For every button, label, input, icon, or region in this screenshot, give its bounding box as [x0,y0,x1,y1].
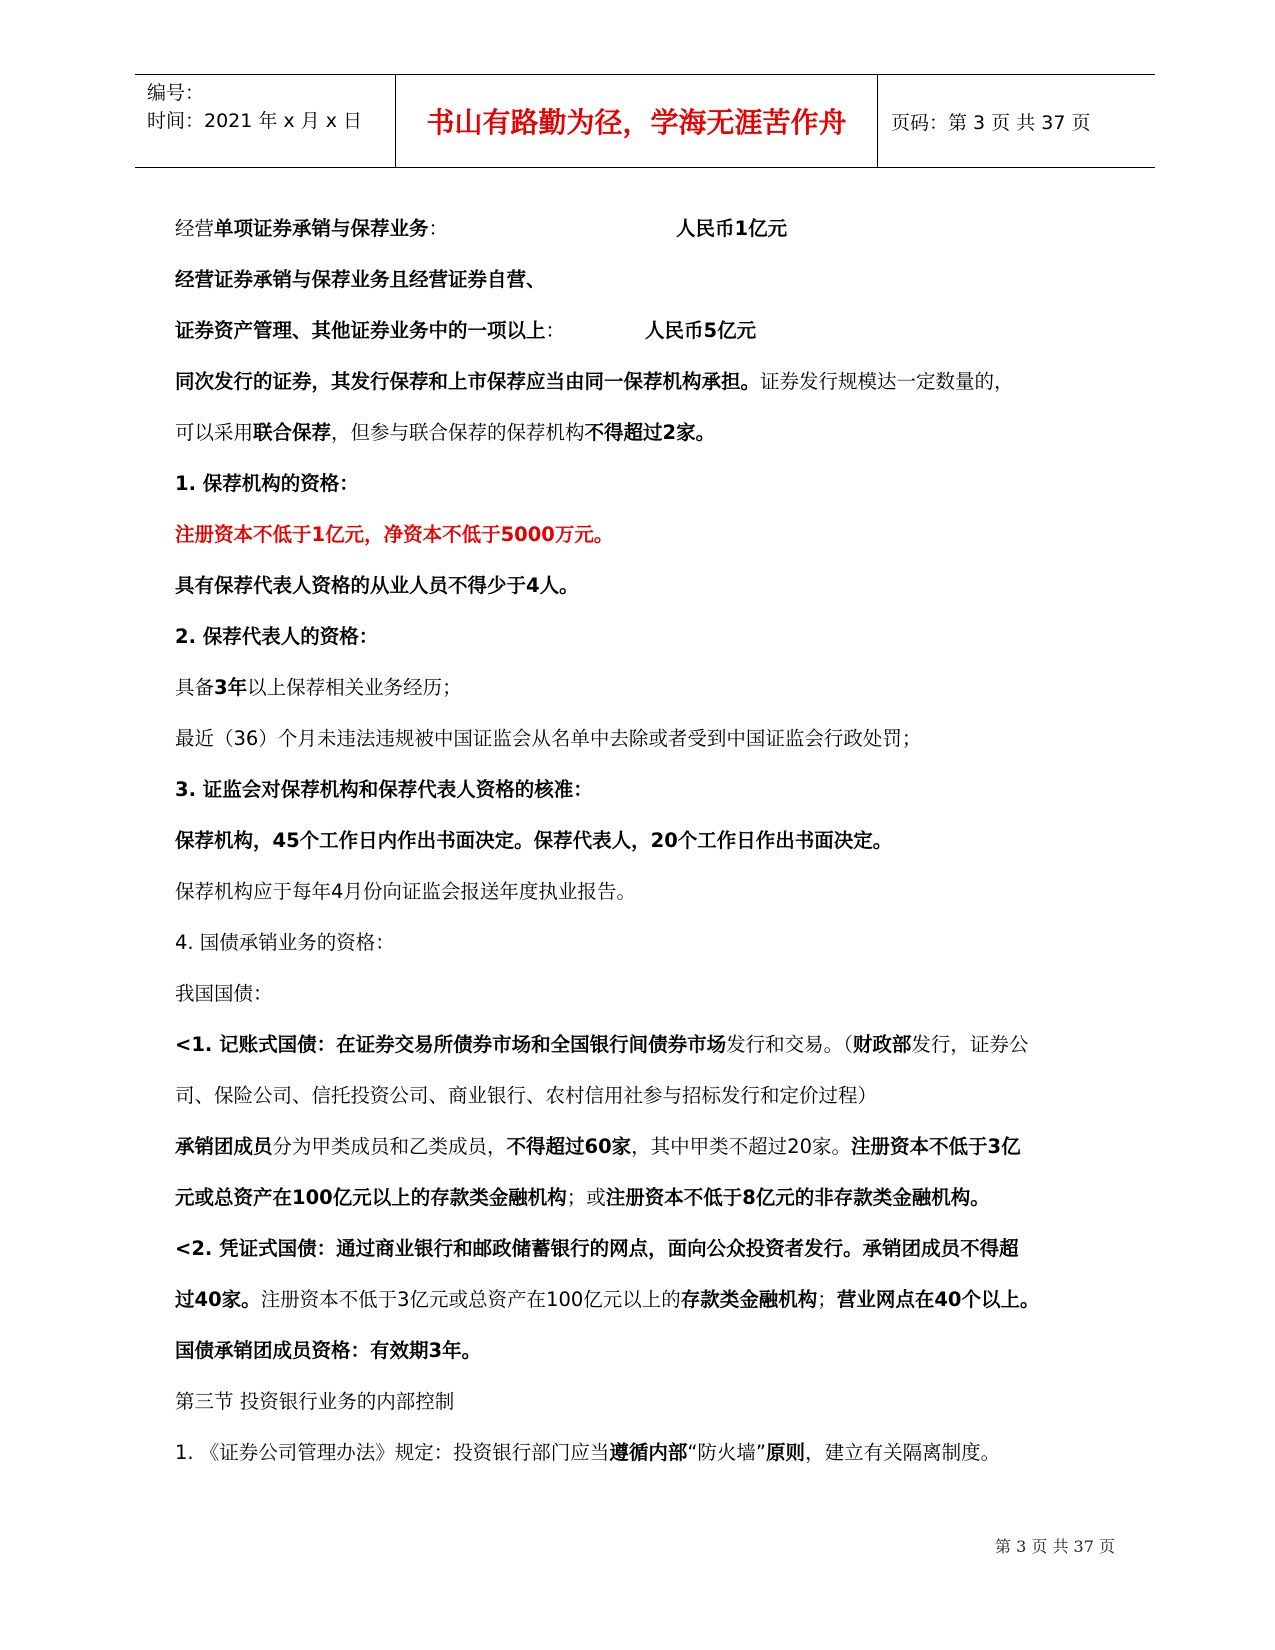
text-run: 可以采用 [175,421,254,444]
text-run: 分为甲类成员和乙类成员， [272,1135,507,1158]
paragraph-line: 保荐机构应于每年4月份向证监会报送年度执业报告。 [175,880,636,903]
text-run: 存款类金融机构 [680,1288,818,1311]
text-run: 1. 《证券公司管理办法》规定：投资银行部门应当 [175,1441,610,1464]
document-body [175,203,1125,1478]
text-run: 证券资产管理、其他证券业务中的一项以上 [175,319,546,342]
text-run: 不得超过60家 [506,1135,632,1158]
text-run: 人民币5亿元 [645,319,757,342]
text-run: 证券发行规模达一定数量的， [760,370,1014,393]
text-run: 注册资本不低于3亿元或总资产在100亿元以上的 [260,1288,681,1311]
paragraph-line [175,203,1125,254]
highlight-line: 注册资本不低于1亿元，净资本不低于5000万元。 [175,523,614,546]
paragraph-line: <2. 凭证式国债：通过商业银行和邮政储蓄银行的网点，面向公众投资者发行。承销团成员不得超 [175,1237,1019,1260]
paragraph-line: 我国国债： [175,982,273,1005]
text-run: 以上保荐相关业务经历； [247,676,462,699]
paragraph-line: 保荐机构，45个工作日内作出书面决定。保荐代表人，20个工作日作出书面决定。 [175,829,893,852]
text-run: 注册资本不低于3亿 [851,1135,1021,1158]
text-run: ，建立有关隔离制度。 [805,1441,1001,1464]
text-run: ，但参与联合保荐的保荐机构 [331,421,585,444]
text-run: ，其中甲类不超过20家。 [631,1135,851,1158]
paragraph-line [175,1121,1125,1172]
text-run: ； [817,1288,837,1311]
paragraph-line: 最近（36）个月未违法违规被中国证监会从名单中去除或者受到中国证监会行政处罚； [175,727,922,750]
paragraph-line [175,1274,1125,1325]
text-run: 具备 [175,676,215,699]
header-meta [147,79,362,135]
text-run: 联合保荐 [253,421,332,444]
text-run: 同次发行的证券，其发行保荐和上市保荐应当由同一保荐机构承担。 [175,370,761,393]
text-run: ；或 [566,1186,606,1209]
header-motto: 书山有路勤为径，学海无涯苦作舟 [426,106,847,139]
section-heading: 3. 证监会对保荐机构和保荐代表人资格的核准： [175,778,593,801]
text-run: 元或总资产在100亿元以上的存款类金融机构 [175,1186,567,1209]
text-run: 注册资本不低于8亿元的非存款类金融机构。 [605,1186,990,1209]
paragraph-line [175,662,1125,713]
paragraph-line: 经营证券承销与保荐业务且经营证券自营、 [175,268,546,291]
text-run: 发行和交易。（ [726,1033,853,1056]
paragraph-line [175,1427,1125,1478]
paragraph-line [175,407,1125,458]
header-divider [877,75,878,167]
text-run: 过40家。 [175,1288,261,1311]
paragraph-line: 司、保险公司、信托投资公司、商业银行、农村信用社参与招标发行和定价过程） [175,1084,878,1107]
doc-date: 时间：2021 年 x 月 x 日 [147,110,363,132]
text-run: 营业网点在40个以上。 [836,1288,1040,1311]
text-run: 承销团成员 [175,1135,273,1158]
text-run: ： [428,217,449,240]
text-run: 不得超过2家。 [584,421,716,444]
paragraph-line: 国债承销团成员资格：有效期3年。 [175,1339,482,1362]
paragraph-line [175,1172,1125,1223]
text-run: 发行，证券公 [911,1033,1029,1056]
paragraph-line [175,305,1125,356]
text-run: 原则 [766,1441,806,1464]
section-heading: 第三节 投资银行业务的内部控制 [175,1390,455,1413]
text-run: 3年 [214,676,248,699]
text-run: 人民币1亿元 [676,217,788,240]
page-footer: 第 3 页 共 37 页 [995,1537,1115,1556]
text-run: 单项证券承销与保荐业务 [214,217,429,240]
paragraph-line [175,356,1125,407]
text-run: ： [545,319,566,342]
text-run: <1. 记账式国债：在证券交易所债券市场和全国银行间债券市场 [175,1033,727,1056]
header-page-code: 页码：第 3 页 共 37 页 [891,111,1091,134]
paragraph-line: 具有保荐代表人资格的从业人员不得少于4人。 [175,574,579,597]
text-run: 经营 [175,217,215,240]
doc-number-label: 编号： [147,82,205,104]
section-heading: 2. 保荐代表人的资格： [175,625,379,648]
section-heading: 4. 国债承销业务的资格： [175,931,395,954]
text-run: 遵循内部 [609,1441,688,1464]
text-run: “防火墙” [687,1441,767,1464]
section-heading: 1. 保荐机构的资格： [175,472,359,495]
page-header [135,74,1155,168]
paragraph-line [175,1019,1125,1070]
text-run: 财政部 [852,1033,912,1056]
